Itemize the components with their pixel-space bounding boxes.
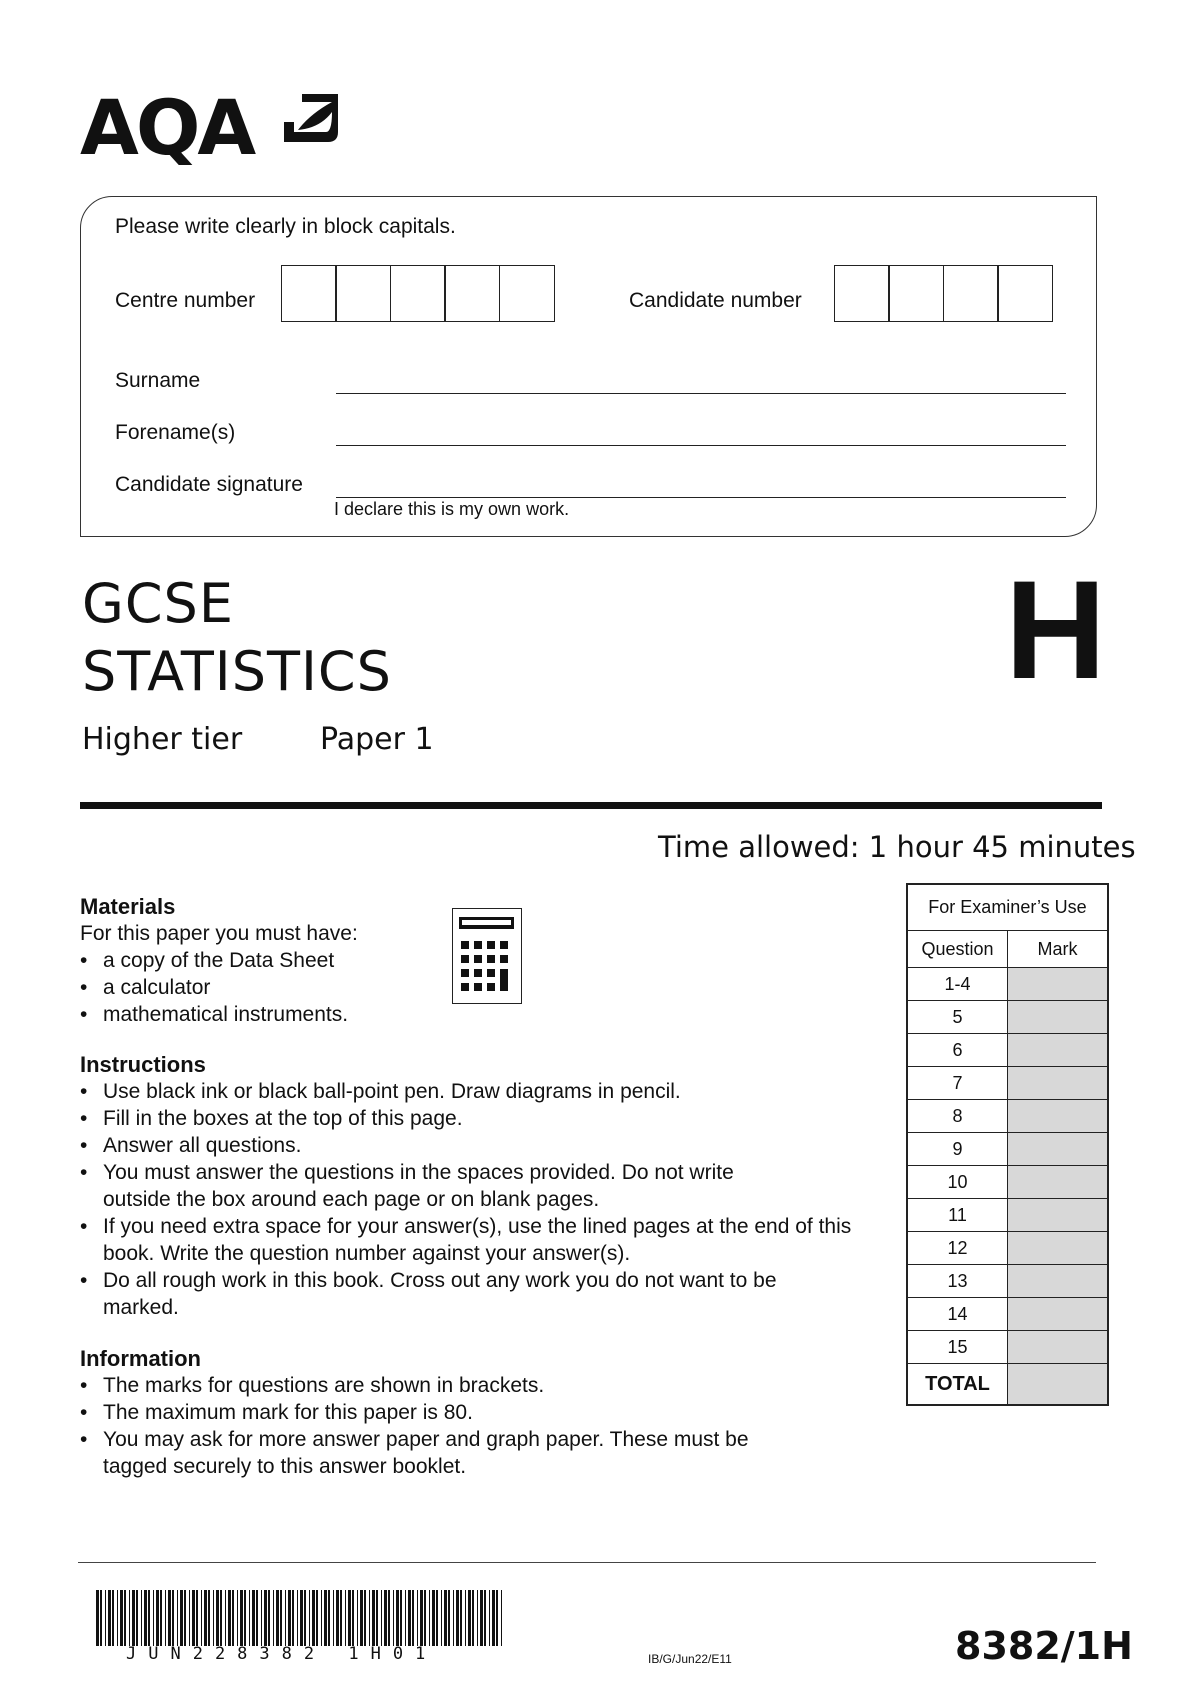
- barcode-bar: [196, 1590, 198, 1646]
- question-number: 7: [907, 1067, 1008, 1100]
- question-number: 11: [907, 1199, 1008, 1232]
- barcode-bar: [184, 1590, 186, 1646]
- barcode-bar: [333, 1590, 334, 1646]
- barcode-bar: [237, 1590, 238, 1646]
- question-number: 15: [907, 1331, 1008, 1364]
- information-section: [80, 1346, 840, 1480]
- subject-title: STATISTICS: [82, 640, 392, 703]
- list-item: • You must answer the questions in the spaces provided. Do not write outside the box around each page or on blank pages.: [80, 1159, 783, 1213]
- barcode-bar: [96, 1590, 99, 1646]
- mark-cell: [1008, 1067, 1109, 1100]
- footer-divider: [78, 1562, 1096, 1563]
- barcode-bar: [228, 1590, 231, 1646]
- barcode-bar: [285, 1590, 286, 1646]
- barcode-bar: [120, 1590, 123, 1646]
- barcode-bar: [364, 1590, 366, 1646]
- logo-text: AQA: [80, 83, 254, 172]
- barcode-bar: [357, 1590, 358, 1646]
- signature-label: Candidate signature: [115, 473, 303, 496]
- tier-label: Higher tier: [82, 722, 243, 757]
- barcode-bar: [168, 1590, 171, 1646]
- centre-number-box[interactable]: [390, 265, 446, 322]
- barcode-bar: [501, 1590, 502, 1646]
- barcode-bar: [244, 1590, 246, 1646]
- barcode-bar: [376, 1590, 378, 1646]
- materials-section: [80, 894, 500, 1028]
- question-number: 1-4: [907, 968, 1008, 1001]
- document-reference: IB/G/Jun22/E11: [648, 1652, 732, 1666]
- list-item: • The maximum mark for this paper is 80.: [80, 1399, 840, 1426]
- barcode-bar: [201, 1590, 202, 1646]
- barcode-bar: [444, 1590, 447, 1646]
- list-item: • Do all rough work in this book. Cross out any work you do not want to be marked.: [80, 1267, 783, 1321]
- barcode-bar: [232, 1590, 234, 1646]
- time-allowed: Time allowed: 1 hour 45 minutes: [658, 830, 1136, 864]
- mark-cell: [1008, 1100, 1109, 1133]
- barcode-bar: [477, 1590, 478, 1646]
- mark-cell: [1008, 1166, 1109, 1199]
- barcode-bar: [288, 1590, 291, 1646]
- barcode-bar: [189, 1590, 190, 1646]
- barcode-bar: [420, 1590, 423, 1646]
- mark-cell: [1008, 1001, 1109, 1034]
- barcode-bar: [408, 1590, 411, 1646]
- barcode-bar: [472, 1590, 474, 1646]
- question-number: 9: [907, 1133, 1008, 1166]
- barcode-bar: [372, 1590, 375, 1646]
- candidate-details-box: [80, 196, 1097, 537]
- barcode-bar: [340, 1590, 342, 1646]
- calculator-icon: [452, 908, 522, 1004]
- centre-number-boxes[interactable]: [282, 265, 555, 322]
- barcode-bar: [304, 1590, 306, 1646]
- declaration-text: I declare this is my own work.: [334, 499, 570, 519]
- surname-line[interactable]: [336, 393, 1066, 394]
- barcode-bar: [280, 1590, 282, 1646]
- barcode-bar: [492, 1590, 495, 1646]
- barcode-bar: [144, 1590, 147, 1646]
- barcode-bar: [268, 1590, 270, 1646]
- barcode-bar: [129, 1590, 130, 1646]
- barcode-bar: [324, 1590, 327, 1646]
- mark-cell: [1008, 1331, 1109, 1364]
- barcode-bar: [180, 1590, 183, 1646]
- barcode-bar: [456, 1590, 459, 1646]
- barcode-bar: [252, 1590, 255, 1646]
- aqa-logo: [80, 83, 254, 172]
- barcode-bar: [384, 1590, 387, 1646]
- candidate-number-box[interactable]: [997, 265, 1053, 322]
- qualification-title: GCSE: [82, 572, 234, 635]
- barcode-bar: [352, 1590, 354, 1646]
- barcode-bar: [204, 1590, 207, 1646]
- barcode-bar: [381, 1590, 382, 1646]
- barcode-bar: [369, 1590, 370, 1646]
- block-capitals-instruction: Please write clearly in block capitals.: [115, 215, 456, 238]
- barcode-bar: [348, 1590, 351, 1646]
- mark-cell: [1008, 1133, 1109, 1166]
- question-number: 14: [907, 1298, 1008, 1331]
- barcode-bar: [468, 1590, 471, 1646]
- forename-label: Forename(s): [115, 421, 236, 444]
- barcode-bar: [117, 1590, 118, 1646]
- list-item: • Use black ink or black ball-point pen. Draw diagrams in pencil.: [80, 1078, 870, 1105]
- centre-number-label: Centre number: [115, 289, 256, 312]
- barcode-bar: [261, 1590, 262, 1646]
- barcode-bar: [388, 1590, 390, 1646]
- barcode-bar: [484, 1590, 486, 1646]
- barcode-bar: [396, 1590, 399, 1646]
- mark-cell: [1008, 1232, 1109, 1265]
- barcode-bar: [489, 1590, 490, 1646]
- list-item: • Answer all questions.: [80, 1132, 870, 1159]
- materials-heading: Materials: [80, 894, 176, 919]
- barcode-bar: [336, 1590, 339, 1646]
- question-column-header: Question: [907, 931, 1008, 968]
- barcode-bar: [177, 1590, 178, 1646]
- centre-number-box[interactable]: [499, 265, 555, 322]
- barcode-bar: [160, 1590, 162, 1646]
- barcode-bar: [400, 1590, 402, 1646]
- information-heading: Information: [80, 1346, 201, 1371]
- barcode-bar: [292, 1590, 294, 1646]
- barcode-bar: [192, 1590, 195, 1646]
- list-item: • If you need extra space for your answer(s), use the lined pages at the end of this book. Write the question number against your answer(s).: [80, 1213, 893, 1267]
- barcode-bar: [321, 1590, 322, 1646]
- list-item: • a calculator: [80, 974, 500, 1001]
- barcode-bar: [216, 1590, 219, 1646]
- barcode-bar: [448, 1590, 450, 1646]
- title-divider: [80, 802, 1102, 809]
- candidate-number-label: Candidate number: [629, 289, 802, 312]
- barcode-bar: [256, 1590, 258, 1646]
- barcode-bar: [108, 1590, 111, 1646]
- barcode-bar: [345, 1590, 346, 1646]
- mark-cell: [1008, 1298, 1109, 1331]
- total-label: TOTAL: [907, 1364, 1008, 1406]
- candidate-number-box[interactable]: [834, 265, 890, 322]
- question-number: 10: [907, 1166, 1008, 1199]
- barcode-bar: [417, 1590, 418, 1646]
- mark-cell: [1008, 1265, 1109, 1298]
- centre-number-box[interactable]: [281, 265, 337, 322]
- barcode-bar: [225, 1590, 226, 1646]
- candidate-number-box[interactable]: [943, 265, 999, 322]
- forename-line[interactable]: [336, 445, 1066, 446]
- barcode-bar: [432, 1590, 435, 1646]
- mark-cell: [1008, 1034, 1109, 1067]
- barcode-bar: [213, 1590, 214, 1646]
- examiner-table-heading: For Examiner’s Use: [907, 884, 1108, 931]
- barcode-bar: [165, 1590, 166, 1646]
- barcode-bar: [312, 1590, 315, 1646]
- barcode-bar: [153, 1590, 154, 1646]
- mark-cell: [1008, 968, 1109, 1001]
- paper-code: 8382/1H: [955, 1624, 1133, 1668]
- barcode: [96, 1590, 506, 1646]
- barcode-bar: [240, 1590, 243, 1646]
- list-item: • The marks for questions are shown in brackets.: [80, 1372, 840, 1399]
- barcode-bar: [220, 1590, 222, 1646]
- mark-column-header: Mark: [1008, 931, 1109, 968]
- list-item: • mathematical instruments.: [80, 1001, 500, 1028]
- list-item: • Fill in the boxes at the top of this page.: [80, 1105, 870, 1132]
- barcode-bar: [249, 1590, 250, 1646]
- barcode-bar: [297, 1590, 298, 1646]
- barcode-bar: [136, 1590, 138, 1646]
- barcode-bar: [496, 1590, 498, 1646]
- examiner-use-table: [906, 883, 1109, 1406]
- barcode-bar: [208, 1590, 210, 1646]
- question-number: 5: [907, 1001, 1008, 1034]
- barcode-bar: [441, 1590, 442, 1646]
- barcode-text: JUN228382 1H01: [126, 1644, 438, 1664]
- question-number: 12: [907, 1232, 1008, 1265]
- barcode-bar: [276, 1590, 279, 1646]
- question-number: 8: [907, 1100, 1008, 1133]
- barcode-bar: [453, 1590, 454, 1646]
- question-number: 6: [907, 1034, 1008, 1067]
- list-item: • a copy of the Data Sheet: [80, 947, 500, 974]
- barcode-bar: [316, 1590, 318, 1646]
- barcode-bar: [465, 1590, 466, 1646]
- barcode-bar: [132, 1590, 135, 1646]
- barcode-bar: [112, 1590, 114, 1646]
- candidate-number-boxes[interactable]: [835, 265, 1053, 322]
- surname-label: Surname: [115, 369, 201, 392]
- barcode-bar: [480, 1590, 483, 1646]
- leaf-logo-icon: [280, 92, 340, 148]
- barcode-bar: [436, 1590, 438, 1646]
- candidate-number-box[interactable]: [888, 265, 944, 322]
- mark-cell: [1008, 1199, 1109, 1232]
- barcode-bar: [393, 1590, 394, 1646]
- barcode-bar: [328, 1590, 330, 1646]
- barcode-bar: [141, 1590, 142, 1646]
- materials-intro: For this paper you must have:: [80, 922, 358, 945]
- barcode-bar: [105, 1590, 106, 1646]
- question-number: 13: [907, 1265, 1008, 1298]
- tier-letter: H: [1005, 551, 1107, 708]
- barcode-bar: [300, 1590, 303, 1646]
- barcode-bar: [360, 1590, 363, 1646]
- barcode-bar: [172, 1590, 174, 1646]
- barcode-bar: [124, 1590, 126, 1646]
- barcode-bar: [148, 1590, 150, 1646]
- barcode-bar: [424, 1590, 426, 1646]
- instructions-heading: Instructions: [80, 1052, 206, 1077]
- barcode-bar: [264, 1590, 267, 1646]
- barcode-bar: [429, 1590, 430, 1646]
- centre-number-box[interactable]: [444, 265, 500, 322]
- barcode-bar: [309, 1590, 310, 1646]
- barcode-bar: [156, 1590, 159, 1646]
- instructions-section: [80, 1052, 870, 1321]
- barcode-bar: [412, 1590, 414, 1646]
- barcode-bar: [405, 1590, 406, 1646]
- signature-line[interactable]: [336, 497, 1066, 498]
- list-item: • You may ask for more answer paper and graph paper. These must be tagged securely to this answer booklet.: [80, 1426, 813, 1480]
- barcode-bar: [273, 1590, 274, 1646]
- total-mark-cell: [1008, 1364, 1109, 1406]
- centre-number-box[interactable]: [335, 265, 391, 322]
- barcode-bar: [100, 1590, 102, 1646]
- paper-label: Paper 1: [320, 722, 434, 757]
- barcode-bar: [460, 1590, 462, 1646]
